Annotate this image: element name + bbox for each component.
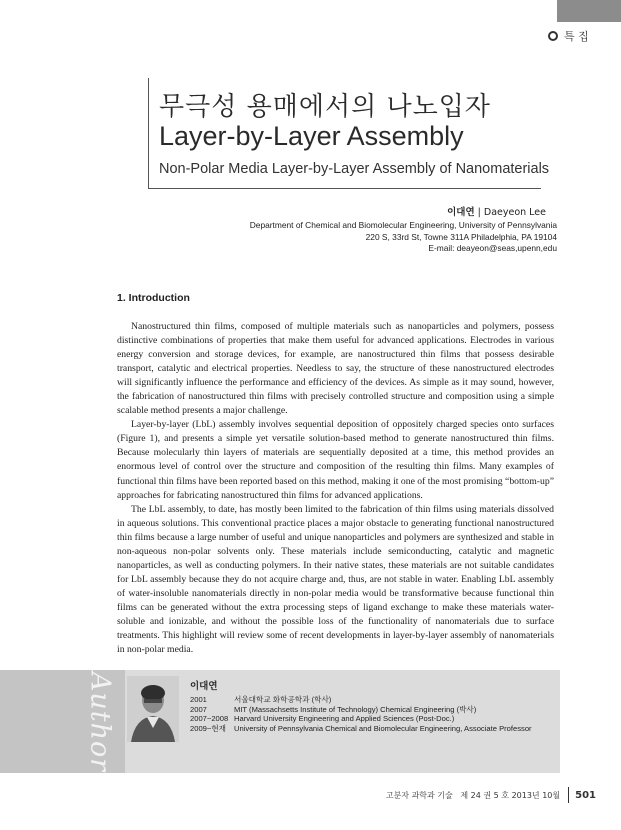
header-tab <box>557 0 621 22</box>
journal-issue: 제 24 권 5 호 2013년 10월 <box>460 790 561 800</box>
subtitle: Non-Polar Media Layer-by-Layer Assembly of Nanomaterials <box>159 161 550 177</box>
bio-side-label: Author <box>84 671 116 773</box>
paragraph: Nanostructured thin films, composed of multiple materials such as nanoparticles and polymers, possess distinctive combinations of properties that make them useful for advanced applications. Electrodes in various energy conversion and storage devices, for example, are nanostructured thin films that possess desirable transport, catalytic and electrical properties. Needless to say, the structure of these nanostructured electrodes will significantly influence the performance and efficiency of the devices. As simple as it may sound, however, the fabrication of nanostructured thin films with precisely controlled structure and composition using a simple scalable method presents a major challenge. <box>117 321 554 417</box>
author-photo <box>127 676 179 742</box>
bio-text: MIT (Massachsetts Institute of Technology) Chemical Engineering (박사) <box>234 704 477 714</box>
bio-entry <box>190 695 532 705</box>
paragraph: Layer-by-layer (LbL) assembly involves sequential deposition of oppositely charged species onto surfaces (Figure 1), and presents a simple yet versatile solution-based method to generate nanostructured thin films. Because molecularly thin layers of materials are sequentially deposited at a time, this method provides an enormous level of control over the structure and composition of the resulting thin films. Many examples of functional thin films have been reported based on this method, making it one of the most promising “bottom-up” approaches for fabricating nanostructured thin films for advanced applications. <box>117 419 554 501</box>
author-name-korean: 이대연 <box>447 207 475 218</box>
bio-entry <box>190 714 532 724</box>
bio-text: 서울대학교 화학공학과 (학사) <box>234 695 332 704</box>
affiliation-address: 220 S, 33rd St, Towne 311A Philadelphia, PA 19104 <box>365 231 557 242</box>
bio-name: 이대연 <box>190 681 218 692</box>
affiliation-department: Department of Chemical and Biomolecular Engineering, University of Pennsylvania <box>249 220 557 230</box>
bio-year: 2009~현재 <box>190 723 226 733</box>
author-line: 이대연 | Daeyeon Lee <box>447 207 546 218</box>
footer-divider <box>568 787 569 803</box>
bio-entry <box>190 724 532 734</box>
bio-table <box>190 695 532 733</box>
bio-year: 2007~2008 <box>190 714 229 724</box>
affiliation-email: E-mail: deayeon@seas,upenn,edu <box>428 243 557 253</box>
title-english: Layer-by-Layer Assembly <box>159 121 464 151</box>
section-tag <box>548 28 589 44</box>
person-portrait-icon <box>127 676 179 742</box>
bio-text: University of Pennsylvania Chemical and Biomolecular Engineering, Associate Professor <box>234 723 532 733</box>
bio-text: Harvard University Engineering and Applied Sciences (Post-Doc.) <box>234 714 455 724</box>
bio-year: 2001 <box>190 695 207 704</box>
title-korean: 무극성 용매에서의 나노입자 <box>159 92 491 122</box>
page-footer <box>386 787 596 803</box>
section-heading: 1. Introduction <box>117 292 190 304</box>
page-number: 501 <box>575 789 596 801</box>
journal-name: 고분자 과학과 기술 <box>385 790 453 800</box>
section-tag-label: 특 집 <box>564 30 589 43</box>
bio-year: 2007 <box>190 704 207 714</box>
body-text <box>117 320 554 657</box>
affiliation <box>250 220 557 255</box>
author-name-english: Daeyeon Lee <box>483 207 546 218</box>
circle-bullet-icon <box>548 31 558 41</box>
bio-entry <box>190 705 532 715</box>
paragraph: The LbL assembly, to date, has mostly been limited to the fabrication of thin films using materials dissolved in aqueous solutions. This conventional practice places a major obstacle to generating functional nanostructured thin films because a large number of useful and unique nanoparticles and polymers are synthesized and stable in non-aqueous non-polar solvents only. These materials include semiconducting, catalytic and magnetic nanoparticles, as well as conducting polymers. In their native states, these materials are not suitable candidates for LbL assembly because they do not acquire charge and, thus, are not stable in water. Enabling LbL assembly of water-insoluble nanomaterials directly in non-polar media would be transformative because functional thin films can be generated without the extra processing steps of ligand exchange to make these materials water-soluble and ionizable, and without the possible loss of the functionality of nanomaterials due to surface treatments. This highlight will review some of recent developments in layer-by-layer assembly of nanomaterials in non-polar media. <box>117 503 554 656</box>
